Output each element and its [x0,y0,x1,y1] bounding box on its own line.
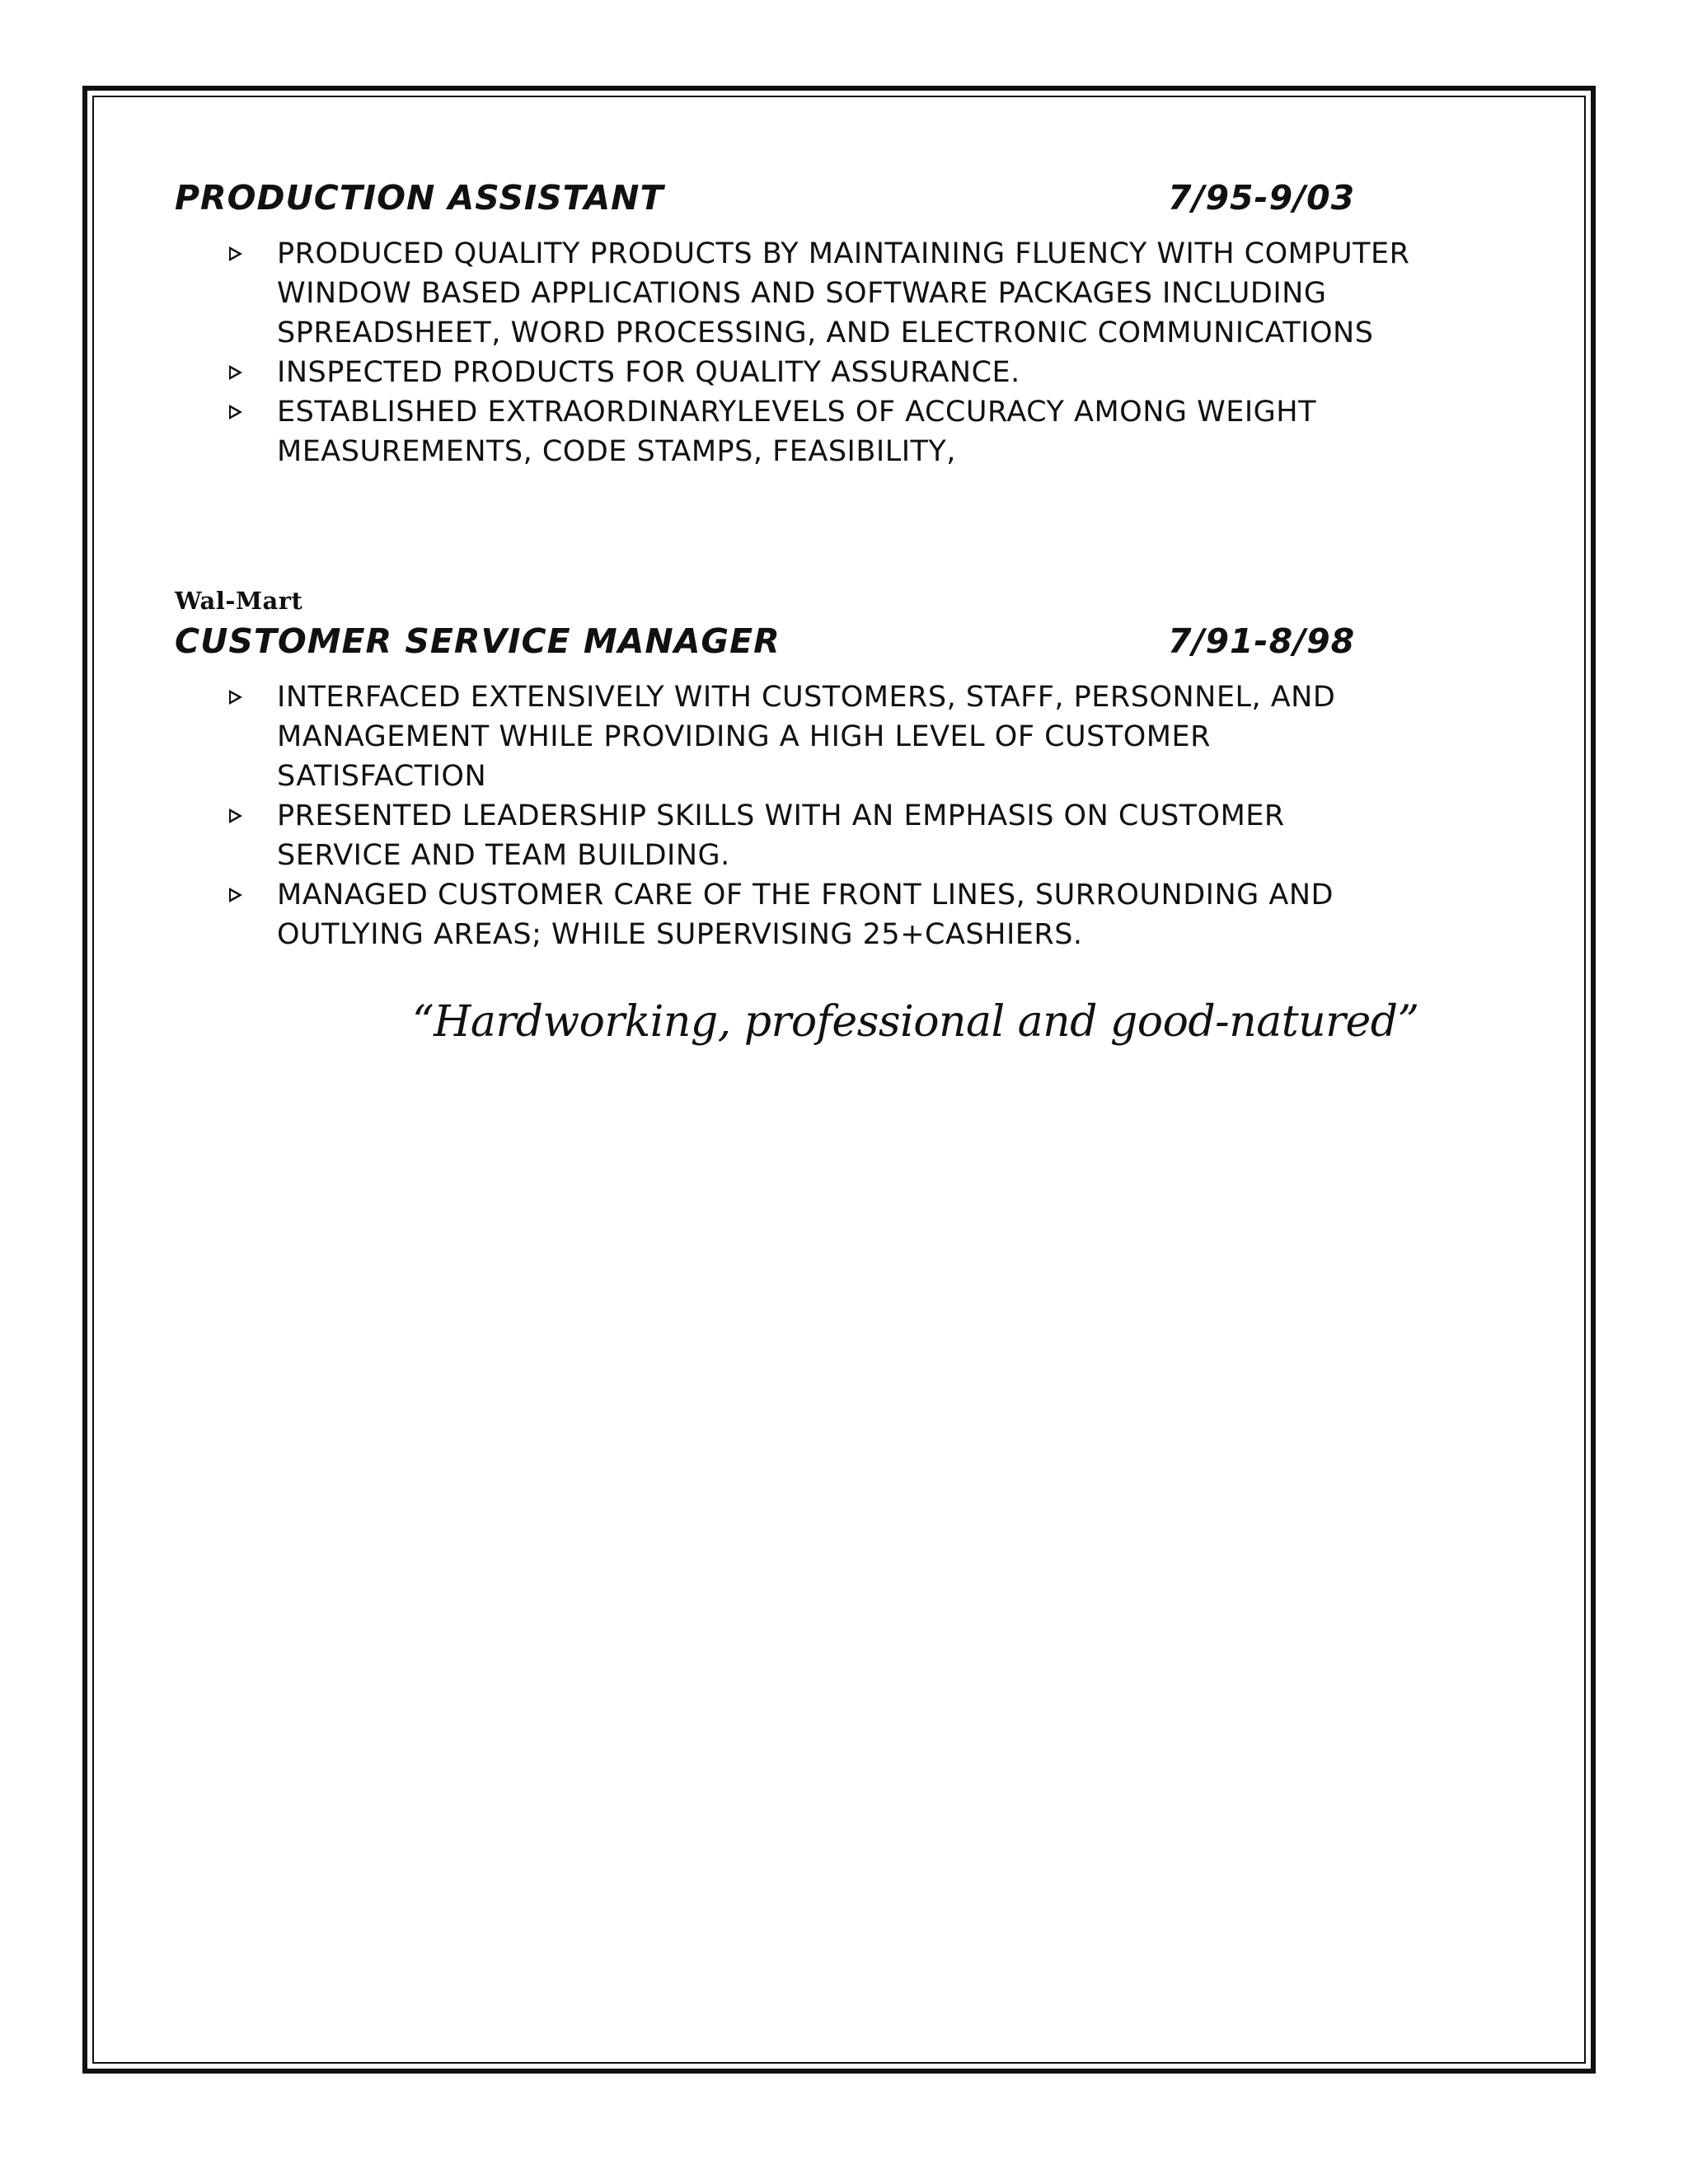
list-item [175,875,1411,954]
bullet-text: INSPECTED PRODUCTS FOR QUALITY ASSURANCE. [277,356,1020,389]
list-item [175,796,1411,875]
bullet-text: ESTABLISHED EXTRAORDINARYLEVELS OF ACCURACY AMONG WEIGHT MEASUREMENTS, CODE STAMPS, FEASIBILITY, [277,396,1316,468]
job-production-assistant [175,178,1411,471]
job-customer-service-manager [175,587,1411,954]
list-item [175,677,1411,796]
job-title: PRODUCTION ASSISTANT [175,178,664,218]
bullet-text: PRODUCED QUALITY PRODUCTS BY MAINTAINING FLUENCY WITH COMPUTER WINDOW BASED APPLICATIONS AND SOFTWARE PACKAGES INCLUDING SPREADSHEET, WORD PROCESSING, AND ELECTRONIC COMMUNICATIONS [277,237,1410,349]
job-dates: 7/91-8/98 [1168,621,1356,661]
bullet-text: INTERFACED EXTENSIVELY WITH CUSTOMERS, STAFF, PERSONNEL, AND MANAGEMENT WHILE PROVIDING A HIGH LEVEL OF CUSTOMER SATISFACTION [277,681,1336,793]
arrow-bullet-icon [229,690,242,705]
bullet-text: MANAGED CUSTOMER CARE OF THE FRONT LINES, SURROUNDING AND OUTLYING AREAS; WHILE SUPERVISING 25+CASHIERS. [277,879,1334,951]
arrow-bullet-icon [229,405,242,419]
job-header [175,621,1411,668]
job-dates: 7/95-9/03 [1168,178,1356,218]
job-bullet-list [175,234,1411,471]
arrow-bullet-icon [229,365,242,380]
list-item [175,353,1411,392]
list-item [175,234,1411,353]
bullet-text: PRESENTED LEADERSHIP SKILLS WITH AN EMPHASIS ON CUSTOMER SERVICE AND TEAM BUILDING. [277,799,1285,872]
arrow-bullet-icon [229,246,242,261]
arrow-bullet-icon [229,888,242,902]
closing-quote: “Hardworking, professional and good-natured” [412,997,1419,1047]
arrow-bullet-icon [229,808,242,823]
job-bullet-list [175,677,1411,954]
company-name: Wal-Mart [175,587,303,615]
job-header [175,178,1411,224]
job-title: CUSTOMER SERVICE MANAGER [175,621,781,661]
list-item [175,392,1411,471]
